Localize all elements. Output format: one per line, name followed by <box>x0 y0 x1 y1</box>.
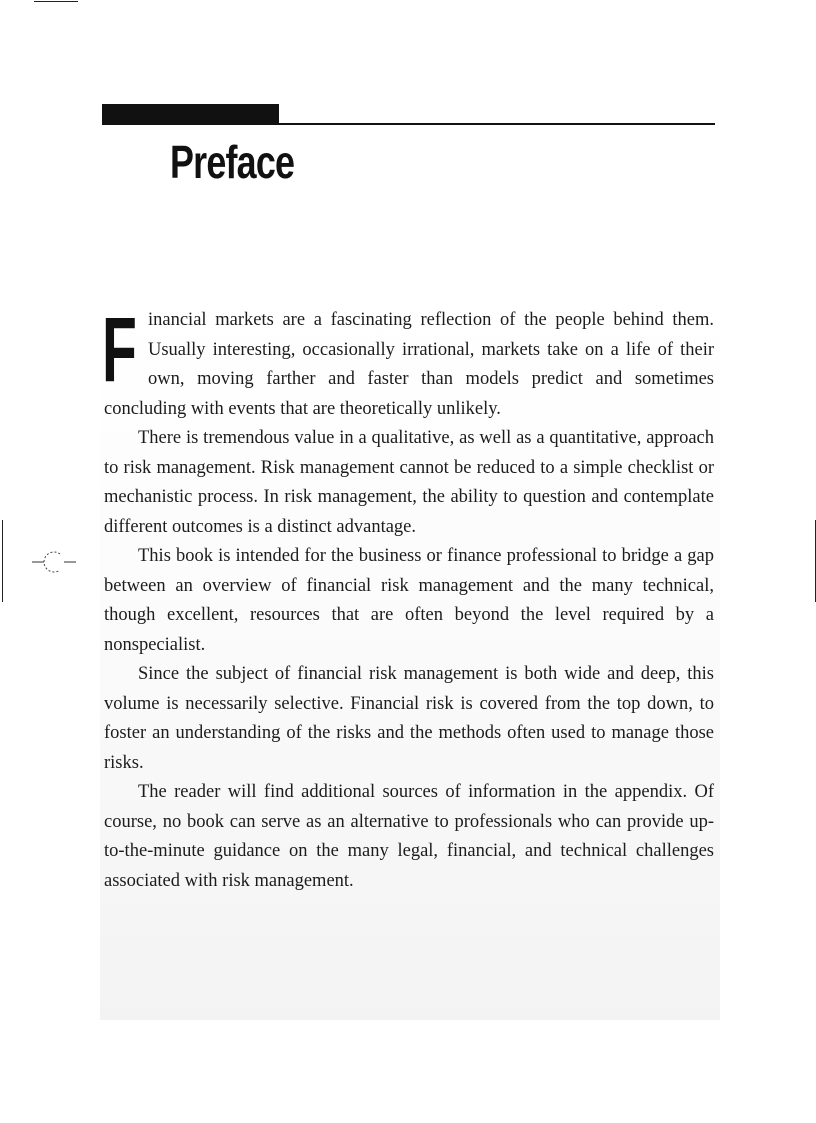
chapter-rule-block <box>102 104 279 125</box>
crop-mark-left <box>2 520 3 602</box>
page-title: Preface <box>170 136 295 188</box>
paragraph-4: Since the subject of financial risk management is both wide and deep, this volume is necessarily selective. Financial risk is covered from the top down, to foster an understanding of the risks and the methods often used to manage those risks. <box>104 664 714 773</box>
paragraph-5: The reader will find additional sources of information in the appendix. Of course, no book can serve as an alternative to professionals who can provide up-to-the-minute guidance on the many legal, financial, and technical challenges associated with risk management. <box>104 782 714 891</box>
drop-cap: F <box>102 299 137 401</box>
paragraph-1-text: inancial markets are a fascinating reflection of the people behind them. Usually interesting, occasionally irrational, markets take on a life of their own, moving farther and faster than models predict and sometimes concluding with events that are theoretically unlikely. <box>104 310 714 419</box>
body-text <box>102 299 714 896</box>
paragraph-2: There is tremendous value in a qualitative, as well as a quantitative, approach to risk management. Risk management cannot be reduced to a simple checklist or mechanistic process. In risk management, the ability to question and contemplate different outcomes is a distinct advantage. <box>104 428 714 537</box>
paragraph-3: This book is intended for the business or finance professional to bridge a gap between an overview of financial risk management and the many technical, though excellent, resources that are often beyond the level required by a nonspecialist. <box>104 546 714 655</box>
registration-mark-icon <box>32 548 76 576</box>
chapter-rule-line <box>102 123 715 125</box>
crop-mark-top <box>34 1 78 2</box>
paragraph-1 <box>102 299 714 424</box>
